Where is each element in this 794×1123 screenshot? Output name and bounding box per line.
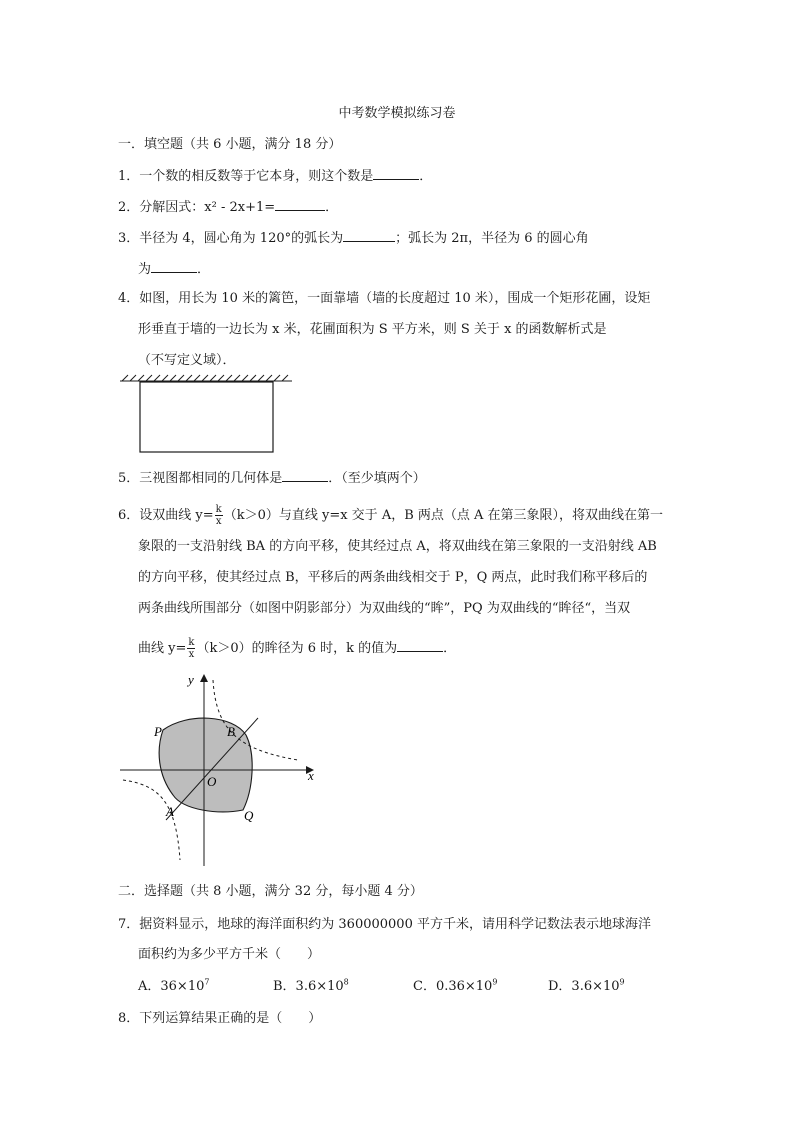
answer-blank[interactable] (151, 259, 197, 273)
wall-hatching (120, 375, 292, 381)
question-1-text: 1．一个数的相反数等于它本身，则这个数是 (118, 169, 374, 184)
question-4-line-3: （不写定义域）． (138, 353, 236, 368)
question-4-line-1: 4．如图，用长为 10 米的篱笆，一面靠墙（墙的长度超过 10 米），围成一个矩形花圃，设矩 (118, 291, 651, 306)
choice-b[interactable]: B．$3.6\times 10^8$ (273, 977, 349, 994)
choice-d[interactable]: D．$3.6\times 10^9$ (548, 977, 625, 994)
answer-blank[interactable] (397, 638, 443, 652)
choice-c[interactable]: C．$0.36\times 10^9$ (413, 977, 498, 994)
point-p-label: P (154, 724, 162, 739)
fraction-k-over-x: $\frac{k}{x}$ (215, 504, 222, 527)
question-6-line-3: 的方向平移，使其经过点 B，平移后的两条曲线相交于 P，Q 两点，此时我们称平移后的 (138, 570, 648, 585)
shaded-eye-region (159, 718, 252, 812)
flower-bed-rectangle (140, 382, 273, 452)
choice-a[interactable]: A．$36\times 10^7$ (138, 977, 210, 994)
hyperbola-eye-graph (118, 670, 323, 870)
fence-wall-figure (118, 374, 294, 454)
question-5: 5．三视图都相同的几何体是 ．（至少填两个） (118, 468, 426, 488)
point-q-label: Q (244, 808, 254, 823)
y-axis-label: y (188, 672, 194, 687)
page-title: 中考数学模拟练习卷 (338, 106, 456, 121)
question-6-line-1: 6．设双曲线 y= $\frac{k}{x}$ （k＞0）与直线 y=x 交于 A，B 两点（点 A 在第三象限），将双曲线在第一 (118, 504, 664, 527)
question-6-line-4: 两条曲线所围部分（如图中阴影部分）为双曲线的“眸”，PQ 为双曲线的“眸径“，当双 (138, 601, 631, 616)
section-heading-choice: 二．选择题（共 8 小题，满分 32 分，每小题 4 分） (118, 884, 423, 899)
question-1: 1．一个数的相反数等于它本身，则这个数是 ． (118, 166, 432, 186)
question-7-line-1: 7．据资料显示，地球的海洋面积约为 360000000 平方千米，请用科学记数法表示地球海洋 (118, 917, 651, 932)
question-7-line-2: 面积约为多少平方千米（ ） (138, 947, 321, 962)
answer-blank[interactable] (373, 166, 419, 180)
question-2: 2．分解因式：x² - 2x+1= ． (118, 197, 338, 217)
x-axis-label: x (308, 768, 314, 783)
fraction-k-over-x: $\frac{k}{x}$ (188, 637, 195, 660)
section-heading-fill-blank: 一．填空题（共 6 小题，满分 18 分） (118, 137, 342, 152)
origin-label: O (207, 774, 217, 789)
answer-blank[interactable] (282, 468, 328, 482)
answer-blank[interactable] (343, 228, 395, 242)
question-3-line-2: 为 ． (138, 259, 210, 279)
y-axis-arrow (200, 674, 208, 682)
question-4-line-2: 形垂直于墙的一边长为 x 米，花圃面积为 S 平方米，则 S 关于 x 的函数解析式是 (138, 322, 607, 337)
question-3-line-1: 3．半径为 4，圆心角为 120°的弧长为 ；弧长为 2π，半径为 6 的圆心角 (118, 228, 589, 248)
answer-blank[interactable] (275, 197, 325, 211)
question-2-text: 2．分解因式：x² - 2x+1= (118, 200, 276, 215)
question-6-line-2: 象限的一支沿射线 BA 的方向平移，使其经过点 A，将双曲线在第三象限的一支沿射线 AB (138, 539, 657, 554)
question-8: 8．下列运算结果正确的是（ ） (118, 1011, 322, 1026)
point-b-label: B (227, 724, 235, 739)
question-6-line-5: 曲线 y= $\frac{k}{x}$ （k＞0）的眸径为 6 时，k 的值为 ． (138, 637, 457, 660)
point-a-label: A (166, 804, 174, 819)
